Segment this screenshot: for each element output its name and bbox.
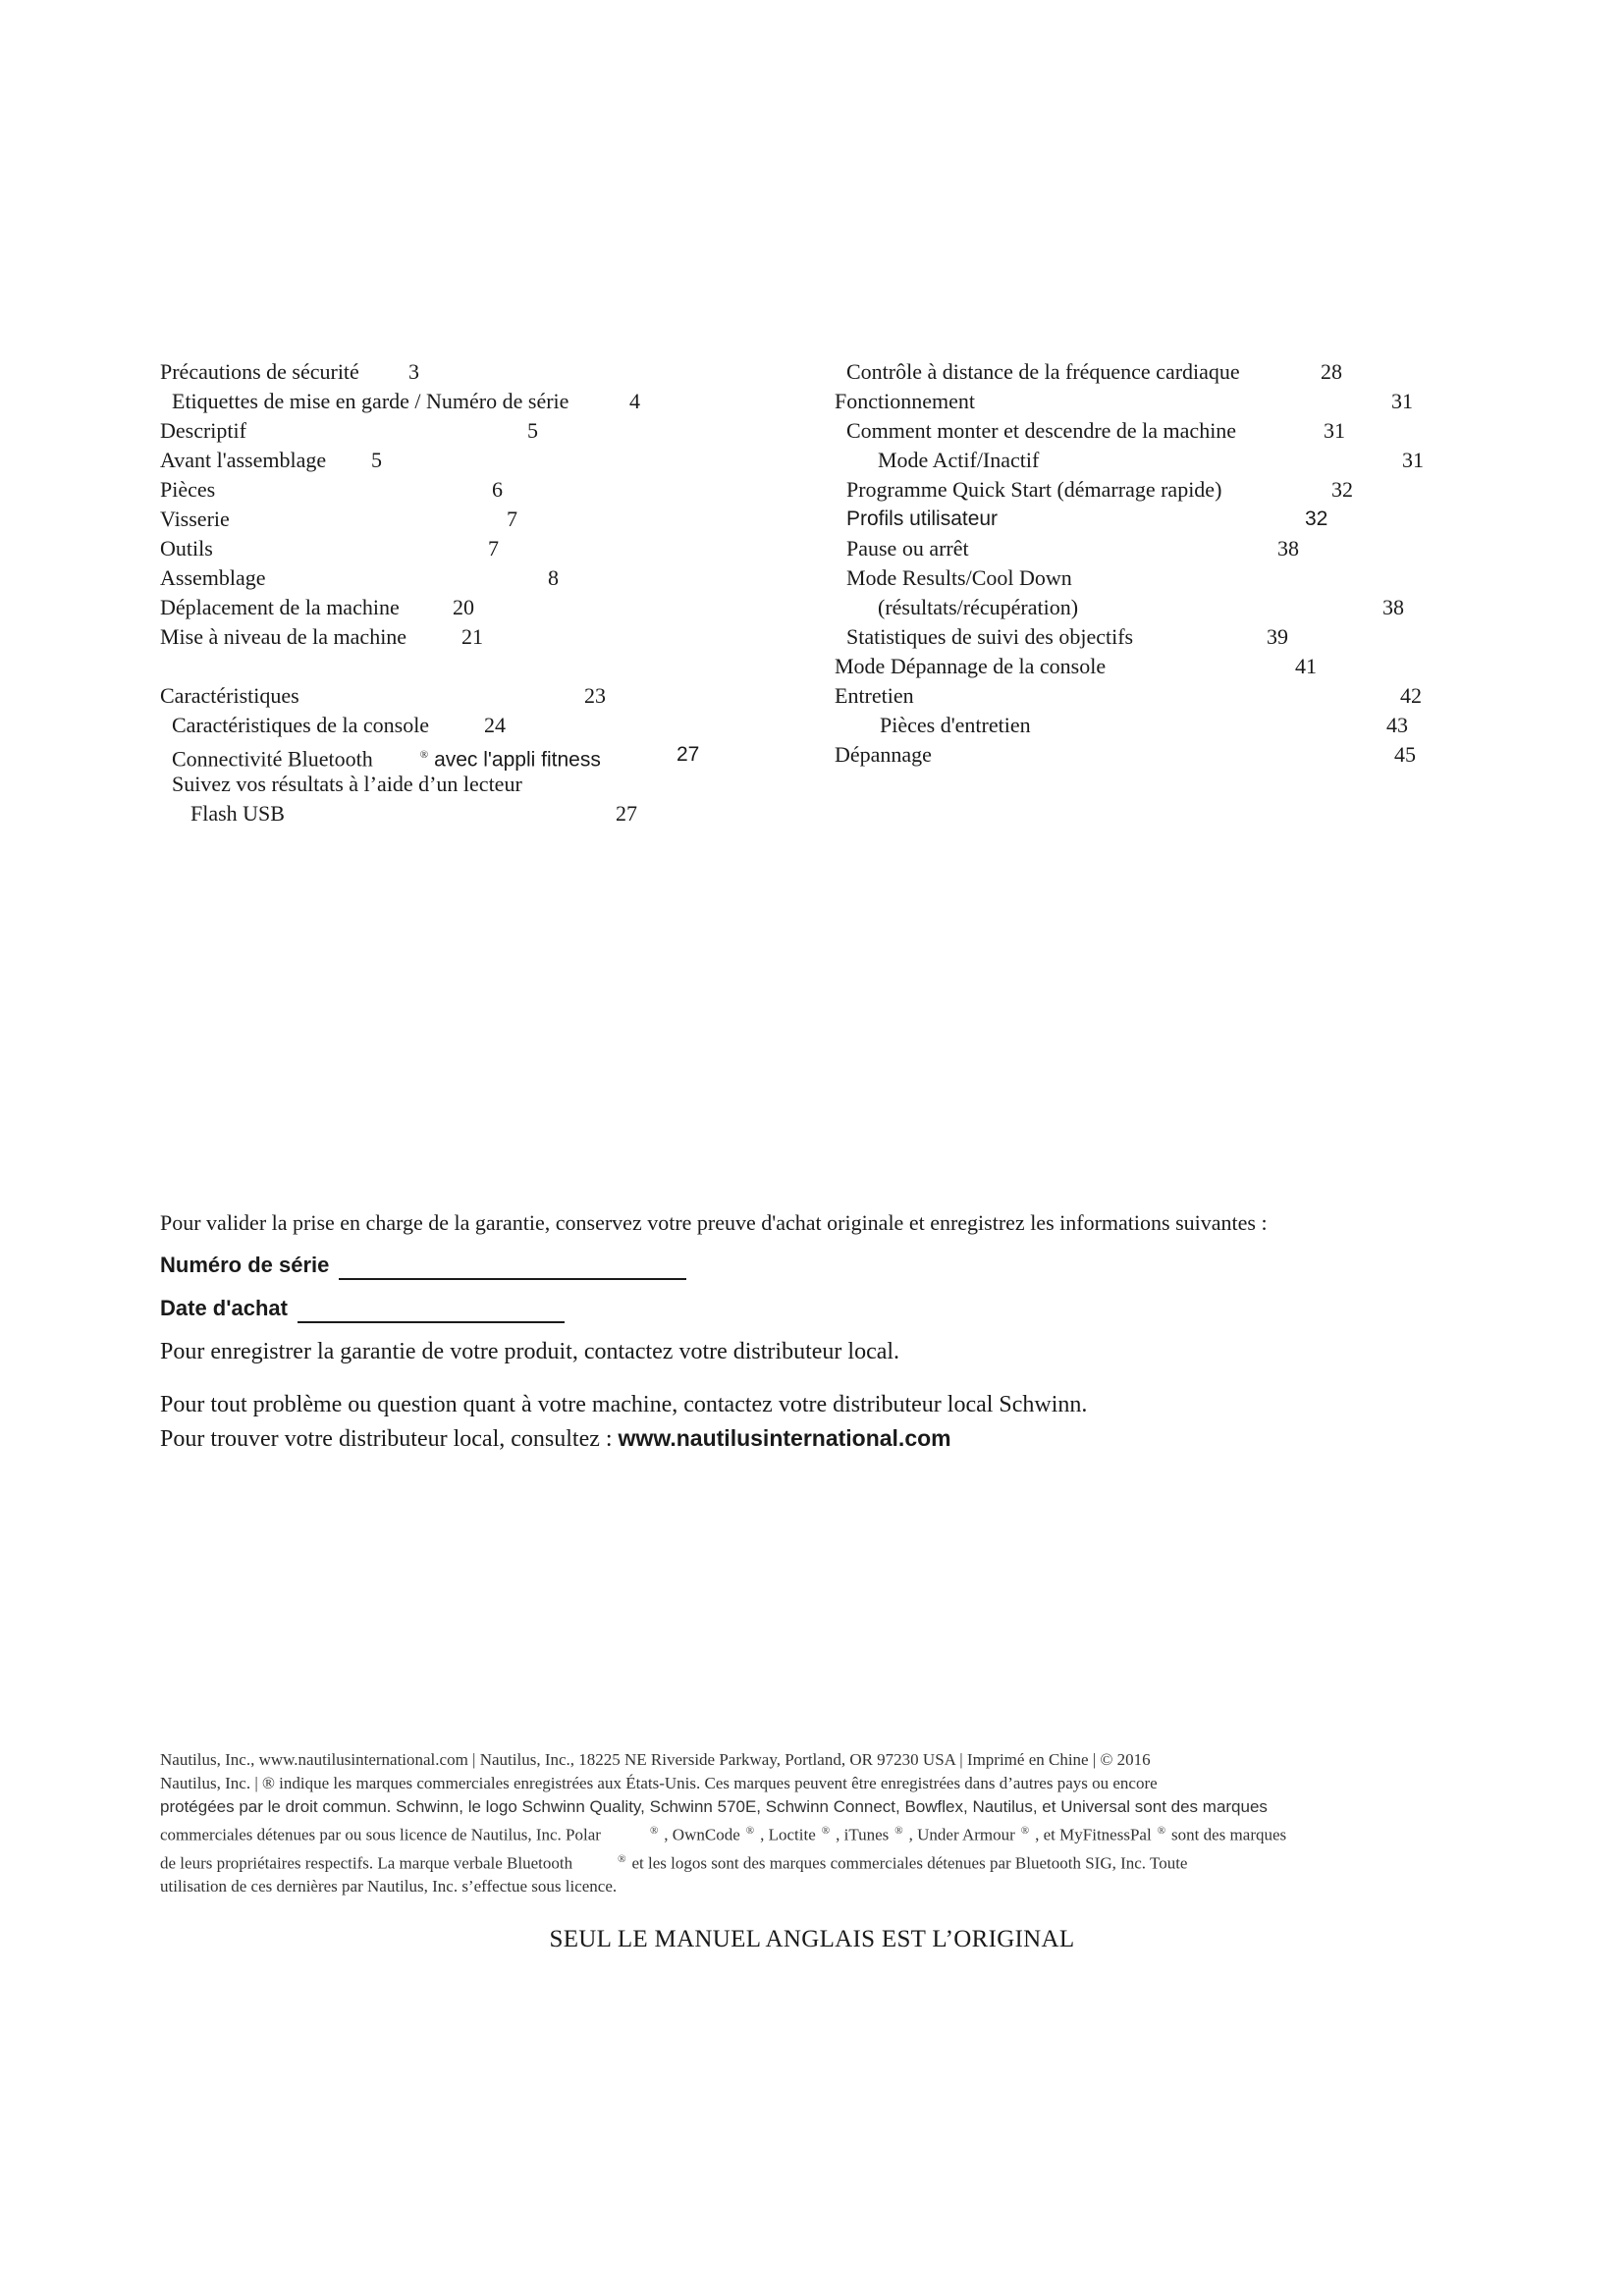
- toc-entry-page: 27: [616, 801, 637, 826]
- toc-entry[interactable]: [835, 534, 1424, 563]
- toc-entry-title: Avant l'assemblage: [160, 448, 327, 472]
- toc-entry-title: Statistiques de suivi des objectifs: [846, 624, 1134, 649]
- toc-entry-title-main: Connectivité Bluetooth: [172, 746, 373, 772]
- toc-entry-title: Mode Dépannage de la console: [835, 654, 1107, 678]
- toc-entry-title: Programme Quick Start (démarrage rapide): [846, 477, 1222, 502]
- toc-entry-page: 38: [1277, 536, 1299, 561]
- toc-entry[interactable]: [835, 711, 1424, 740]
- toc-entry[interactable]: [835, 416, 1424, 446]
- toc-entry-title: Caractéristiques de la console: [172, 713, 430, 737]
- toc-entry-title: Profils utilisateur: [846, 507, 999, 530]
- toc-entry-page: 24: [484, 713, 506, 737]
- toc-entry-title: Suivez vos résultats à l’aide d’un lecteur: [172, 772, 522, 796]
- contact-line-1: Pour tout problème ou question quant à votre machine, contactez votre distributeur local Schwinn.: [160, 1392, 1088, 1417]
- legal-text: , et MyFitnessPal: [1035, 1825, 1152, 1844]
- toc-entry-title: Comment monter et descendre de la machine: [846, 418, 1237, 443]
- legal-text: commerciales détenues par ou sous licence de Nautilus, Inc. Polar: [160, 1825, 601, 1844]
- toc-entry-page: 3: [408, 359, 419, 384]
- legal-text: de leurs propriétaires respectifs. La marque verbale Bluetooth: [160, 1853, 573, 1873]
- toc-entry-title: Entretien: [835, 683, 914, 708]
- toc-entry[interactable]: [160, 770, 749, 799]
- toc-entry[interactable]: [835, 563, 1424, 593]
- toc-entry[interactable]: [160, 357, 749, 387]
- toc-entry-page: 31: [1391, 389, 1413, 413]
- warranty-intro: Pour valider la prise en charge de la garantie, conservez votre preuve d'achat originale et enregistrez les informations suivantes :: [160, 1210, 1268, 1235]
- toc-entry-page: 5: [527, 418, 538, 443]
- toc-entry-page: 20: [453, 595, 474, 619]
- toc-entry[interactable]: [835, 622, 1424, 652]
- toc-entry[interactable]: [160, 505, 749, 534]
- toc-entry-page: 5: [371, 448, 382, 472]
- contact-line-2-prefix: Pour trouver votre distributeur local, consultez :: [160, 1426, 613, 1452]
- toc-entry-page: 7: [488, 536, 499, 561]
- toc-entry-title: Mise à niveau de la machine: [160, 624, 407, 649]
- toc-entry-title: Outils: [160, 536, 213, 561]
- toc-entry-page: 28: [1321, 359, 1342, 384]
- legal-line: Nautilus, Inc., www.nautilusinternational.com | Nautilus, Inc., 18225 NE Riverside Parkway, Portland, OR 97230 USA | Imprimé en Chine | © 2016: [160, 1750, 1151, 1769]
- toc-entry-page: 45: [1394, 742, 1416, 767]
- toc-entry-page: 31: [1324, 418, 1345, 443]
- toc-entry-title: Mode Actif/Inactif: [878, 448, 1040, 472]
- toc-entry-page: 32: [1305, 507, 1328, 530]
- toc-entry-title: Visserie: [160, 507, 230, 531]
- toc-entry[interactable]: [160, 593, 749, 622]
- toc-entry-page: 43: [1386, 713, 1408, 737]
- toc-entry-title: (résultats/récupération): [878, 595, 1079, 619]
- toc-entry-title: Pause ou arrêt: [846, 536, 969, 561]
- toc-entry-page: 31: [1402, 448, 1424, 472]
- toc-entry-page: 23: [584, 683, 606, 708]
- registered-mark: ®: [894, 1825, 903, 1837]
- toc-entry[interactable]: [835, 505, 1424, 534]
- toc-entry-page: 21: [461, 624, 483, 649]
- distributor-url-link[interactable]: www.nautilusinternational.com: [618, 1425, 951, 1451]
- registered-mark: ®: [618, 1852, 626, 1865]
- toc-entry-title: Fonctionnement: [835, 389, 975, 413]
- toc-entry[interactable]: [835, 681, 1424, 711]
- toc-entry-title: Pièces: [160, 477, 216, 502]
- legal-text: , iTunes: [836, 1825, 890, 1844]
- toc-entry[interactable]: [160, 622, 749, 652]
- registered-mark: ®: [649, 1825, 659, 1837]
- toc-entry[interactable]: [160, 416, 749, 446]
- toc-entry-title: Déplacement de la machine: [160, 595, 400, 619]
- legal-notice: [160, 1748, 1476, 1898]
- original-language-notice: SEUL LE MANUEL ANGLAIS EST L’ORIGINAL: [549, 1926, 1075, 1952]
- toc-entry-page: 7: [507, 507, 517, 531]
- toc-entry[interactable]: [835, 387, 1424, 416]
- legal-line: protégées par le droit commun. Schwinn, le logo Schwinn Quality, Schwinn 570E, Schwinn Connect, Bowflex, Nautilus, et Universal sont des marques: [160, 1797, 1268, 1816]
- warranty-register-text: Pour enregistrer la garantie de votre produit, contactez votre distributeur local.: [160, 1339, 900, 1364]
- legal-text: , Under Armour: [908, 1825, 1015, 1844]
- toc-entry-title: Descriptif: [160, 418, 246, 443]
- serial-number-label: Numéro de série: [160, 1253, 330, 1277]
- registered-mark: ®: [1020, 1825, 1030, 1837]
- registered-mark: ®: [419, 749, 429, 761]
- legal-line: utilisation de ces dernières par Nautilus, Inc. s’effectue sous licence.: [160, 1877, 618, 1896]
- toc-right-column: [835, 357, 1424, 770]
- toc-entry[interactable]: [160, 387, 749, 416]
- toc-entry-title: Caractéristiques: [160, 683, 299, 708]
- toc-entry[interactable]: [160, 799, 749, 828]
- toc-left-column: [160, 357, 749, 828]
- toc-entry[interactable]: [160, 475, 749, 505]
- toc-entry-title: Dépannage: [835, 742, 932, 767]
- toc-entry[interactable]: [160, 563, 749, 593]
- toc-spacer: [160, 652, 749, 681]
- toc-entry[interactable]: [835, 652, 1424, 681]
- toc-entry[interactable]: [160, 534, 749, 563]
- toc-entry-title: Précautions de sécurité: [160, 359, 359, 384]
- toc-entry-page: 41: [1295, 654, 1317, 678]
- registered-mark: ®: [745, 1825, 755, 1837]
- contact-line-2: [160, 1421, 1338, 1456]
- toc-entry-title: Pièces d'entretien: [880, 713, 1031, 737]
- toc-entry[interactable]: [160, 711, 749, 740]
- legal-text: sont des marques: [1171, 1825, 1287, 1844]
- purchase-date-label: Date d'achat: [160, 1296, 288, 1320]
- toc-entry-page: 38: [1382, 595, 1404, 619]
- legal-text: , OwnCode: [664, 1825, 740, 1844]
- toc-entry[interactable]: [160, 446, 749, 475]
- toc-entry-title: Assemblage: [160, 565, 266, 590]
- toc-entry-title: Contrôle à distance de la fréquence cardiaque: [846, 359, 1240, 384]
- serial-number-field: [160, 1251, 1338, 1280]
- toc-entry-page: 39: [1267, 624, 1288, 649]
- warranty-section: [160, 1209, 1338, 1456]
- legal-text: , Loctite: [760, 1825, 816, 1844]
- toc-entry-page: 4: [629, 389, 640, 413]
- toc-entry-page: 6: [492, 477, 503, 502]
- toc-entry[interactable]: [160, 740, 749, 770]
- toc-entry[interactable]: [835, 475, 1424, 505]
- toc-entry-title: Mode Results/Cool Down: [846, 565, 1072, 590]
- toc-entry[interactable]: [835, 357, 1424, 387]
- purchase-date-field: [160, 1294, 1338, 1323]
- toc-entry-title: Flash USB: [190, 801, 285, 826]
- toc-entry[interactable]: [835, 446, 1424, 475]
- toc-entry-title: Etiquettes de mise en garde / Numéro de série: [172, 389, 569, 413]
- toc-entry[interactable]: [160, 681, 749, 711]
- toc-entry[interactable]: [835, 740, 1424, 770]
- registered-mark: ®: [1157, 1825, 1166, 1837]
- legal-line: [160, 1819, 1476, 1847]
- purchase-date-line[interactable]: [298, 1300, 565, 1323]
- toc-entry-page: 32: [1331, 477, 1353, 502]
- toc-entry-page: 27: [677, 743, 700, 766]
- toc-entry-page: 42: [1400, 683, 1422, 708]
- serial-number-line[interactable]: [339, 1256, 686, 1280]
- toc-entry-page: 8: [548, 565, 559, 590]
- toc-entry-title-suffix: avec l'appli fitness: [434, 748, 601, 772]
- toc-entry[interactable]: [835, 593, 1424, 622]
- legal-line: Nautilus, Inc. | ® indique les marques commerciales enregistrées aux États-Unis. Ces marques peuvent être enregistrées dans d’autres pays ou encore: [160, 1774, 1158, 1792]
- legal-text: et les logos sont des marques commerciales détenues par Bluetooth SIG, Inc. Toute: [631, 1853, 1188, 1873]
- legal-line: [160, 1847, 1476, 1876]
- registered-mark: ®: [821, 1825, 831, 1837]
